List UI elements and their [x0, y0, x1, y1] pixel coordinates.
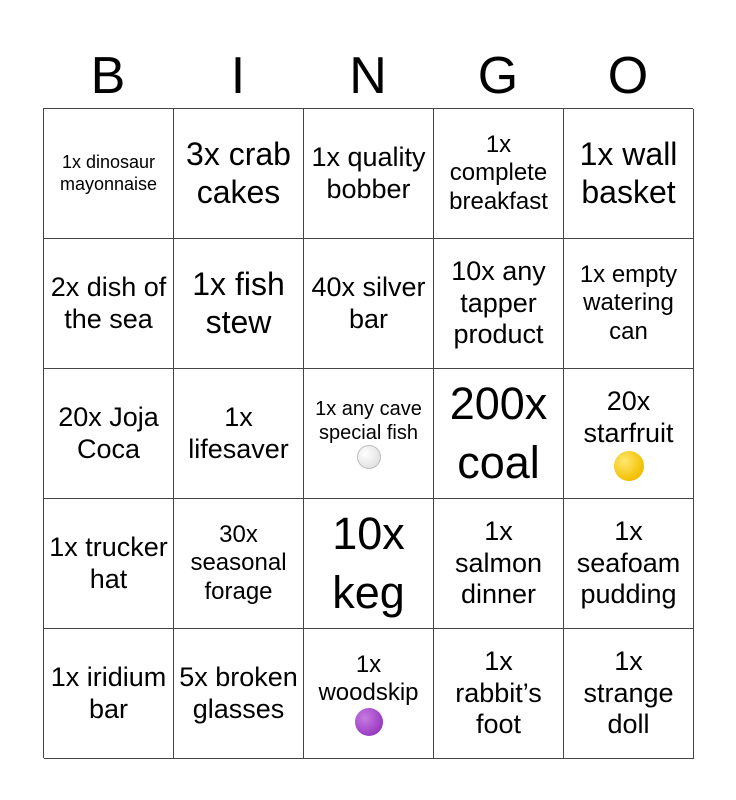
- bingo-header: [43, 44, 693, 108]
- bingo-cell-content: [438, 375, 559, 492]
- bingo-cell[interactable]: [304, 369, 434, 499]
- bingo-cell-label: 1x any cave special fish: [315, 397, 422, 444]
- bingo-cell-content: [178, 521, 299, 606]
- bingo-cell-content: [438, 646, 559, 742]
- bingo-cell-label: 1x dinosaur mayonnaise: [59, 152, 158, 194]
- bingo-cell-label: 1x strange doll: [583, 645, 674, 740]
- bingo-cell-content: [308, 142, 429, 206]
- bingo-cell-label: 1x woodskip: [318, 650, 419, 707]
- bingo-cell[interactable]: [44, 239, 174, 369]
- bingo-cell-content: [178, 402, 299, 466]
- bingo-cell-content: [568, 261, 689, 346]
- bingo-cell[interactable]: [564, 369, 694, 499]
- white-circle-icon: [357, 445, 381, 469]
- purple-circle-icon: [355, 708, 383, 736]
- bingo-cell[interactable]: [304, 109, 434, 239]
- bingo-card-grid: [43, 108, 693, 758]
- bingo-cell-label: 40x silver bar: [311, 271, 426, 334]
- bingo-cell-label: 1x complete breakfast: [449, 131, 548, 215]
- header-letter-b: B: [90, 47, 126, 105]
- bingo-cell-label: 1x fish stew: [192, 265, 285, 340]
- bingo-cell[interactable]: [44, 109, 174, 239]
- header-letter-g: G: [477, 47, 519, 105]
- bingo-cell-label: 10x any tapper product: [451, 255, 546, 350]
- bingo-cell[interactable]: [44, 369, 174, 499]
- bingo-cell-label: 5x broken glasses: [179, 661, 298, 724]
- bingo-cell-content: [438, 131, 559, 216]
- bingo-cell-content: [308, 272, 429, 336]
- header-letter-i: I: [230, 47, 246, 105]
- bingo-cell[interactable]: [174, 629, 304, 759]
- bingo-cell-content: [178, 266, 299, 342]
- bingo-cell-label: 1x seafoam pudding: [576, 515, 681, 610]
- bingo-cell-label: 30x seasonal forage: [190, 521, 287, 605]
- bingo-cell-content: [438, 256, 559, 352]
- bingo-cell-label: 200x coal: [449, 378, 548, 488]
- bingo-cell-content: [568, 136, 689, 212]
- bingo-cell-content: [568, 516, 689, 612]
- bingo-cell-label: 1x lifesaver: [188, 401, 289, 464]
- bingo-cell[interactable]: [564, 499, 694, 629]
- bingo-cell-label: 1x empty watering can: [579, 261, 678, 345]
- yellow-circle-icon: [614, 451, 644, 481]
- bingo-cell[interactable]: [564, 109, 694, 239]
- bingo-cell-content: [48, 272, 169, 336]
- bingo-cell[interactable]: [44, 629, 174, 759]
- bingo-cell-content: [308, 398, 429, 469]
- bingo-cell[interactable]: [434, 109, 564, 239]
- bingo-cell-label: 1x wall basket: [579, 135, 678, 210]
- bingo-cell-content: [178, 662, 299, 726]
- bingo-cell[interactable]: [174, 239, 304, 369]
- bingo-cell-label: 1x salmon dinner: [454, 515, 543, 610]
- bingo-cell[interactable]: [434, 369, 564, 499]
- bingo-cell[interactable]: [174, 109, 304, 239]
- bingo-cell-label: 1x iridium bar: [50, 661, 167, 724]
- bingo-cell-label: 3x crab cakes: [186, 135, 291, 210]
- bingo-cell-label: 1x quality bobber: [311, 141, 426, 204]
- bingo-cell-content: [308, 505, 429, 622]
- bingo-cell[interactable]: [304, 499, 434, 629]
- bingo-cell-label: 2x dish of the sea: [50, 271, 167, 334]
- bingo-cell[interactable]: [564, 629, 694, 759]
- header-letter-o: O: [607, 47, 649, 105]
- bingo-cell-label: 20x starfruit: [583, 385, 674, 448]
- bingo-cell-content: [438, 516, 559, 612]
- bingo-cell[interactable]: [174, 499, 304, 629]
- bingo-cell-content: [48, 152, 169, 194]
- bingo-cell-content: [568, 646, 689, 742]
- bingo-cell-label: 1x rabbit’s foot: [455, 645, 542, 740]
- bingo-cell[interactable]: [174, 369, 304, 499]
- bingo-cell-content: [48, 532, 169, 596]
- bingo-cell-content: [308, 651, 429, 736]
- bingo-cell-label: 20x Joja Coca: [58, 401, 159, 464]
- bingo-cell-content: [48, 662, 169, 726]
- bingo-cell-content: [48, 402, 169, 466]
- header-letter-n: N: [349, 47, 387, 105]
- bingo-cell-content: [568, 386, 689, 482]
- bingo-cell-label: 1x trucker hat: [49, 531, 168, 594]
- bingo-cell-content: [178, 136, 299, 212]
- bingo-cell[interactable]: [44, 499, 174, 629]
- bingo-cell[interactable]: [434, 629, 564, 759]
- bingo-cell[interactable]: [434, 239, 564, 369]
- bingo-cell[interactable]: [434, 499, 564, 629]
- bingo-cell-label: 10x keg: [332, 508, 405, 618]
- bingo-cell[interactable]: [564, 239, 694, 369]
- bingo-cell[interactable]: [304, 629, 434, 759]
- bingo-cell[interactable]: [304, 239, 434, 369]
